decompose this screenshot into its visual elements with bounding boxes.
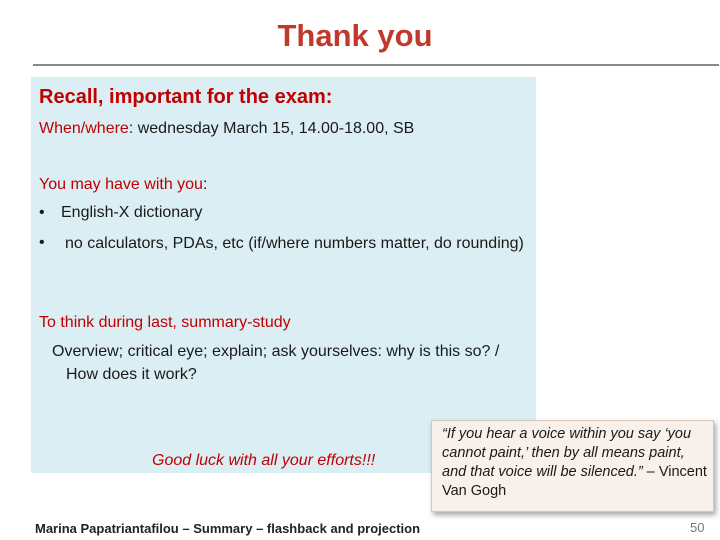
- think-body: [52, 340, 528, 386]
- when-where-value: : wednesday March 15, 14.00-18.00, SB: [128, 120, 415, 137]
- title-divider: [33, 64, 719, 66]
- think-heading: To think during last, summary-study: [39, 314, 291, 331]
- exam-heading: Recall, important for the exam:: [39, 86, 333, 108]
- bullet-item: [39, 232, 61, 254]
- bullet-dot: •: [39, 204, 45, 221]
- quote-text: “If you hear a voice within you say ‘you cannot paint,’ then by all means paint, and that voice will be silenced.”: [442, 426, 692, 480]
- you-may-have-colon: :: [202, 176, 208, 193]
- you-may-have-line: [39, 174, 207, 196]
- slide-title: Thank you: [277, 18, 433, 53]
- bullet-dot: •: [39, 234, 45, 251]
- good-luck-text: Good luck with all your efforts!!!: [152, 452, 376, 469]
- page-number: 50: [690, 520, 705, 535]
- bullet-item: [39, 202, 202, 224]
- bullet-text: English-X dictionary: [61, 204, 203, 221]
- when-where-label: When/where: [39, 120, 129, 137]
- you-may-have-label: You may have with you: [39, 176, 203, 193]
- quote-author: – Vincent Van Gogh: [442, 464, 707, 499]
- footer-text: Marina Papatriantafilou – Summary – flashback and projection: [35, 521, 421, 536]
- bullet-text: no calculators, PDAs, etc (if/where numbers matter, do rounding): [65, 235, 524, 252]
- think-body-text: Overview; critical eye; explain; ask yourselves: why is this so? / How does it work?: [52, 343, 500, 383]
- when-where-line: [39, 118, 414, 140]
- quote-box: [431, 420, 714, 512]
